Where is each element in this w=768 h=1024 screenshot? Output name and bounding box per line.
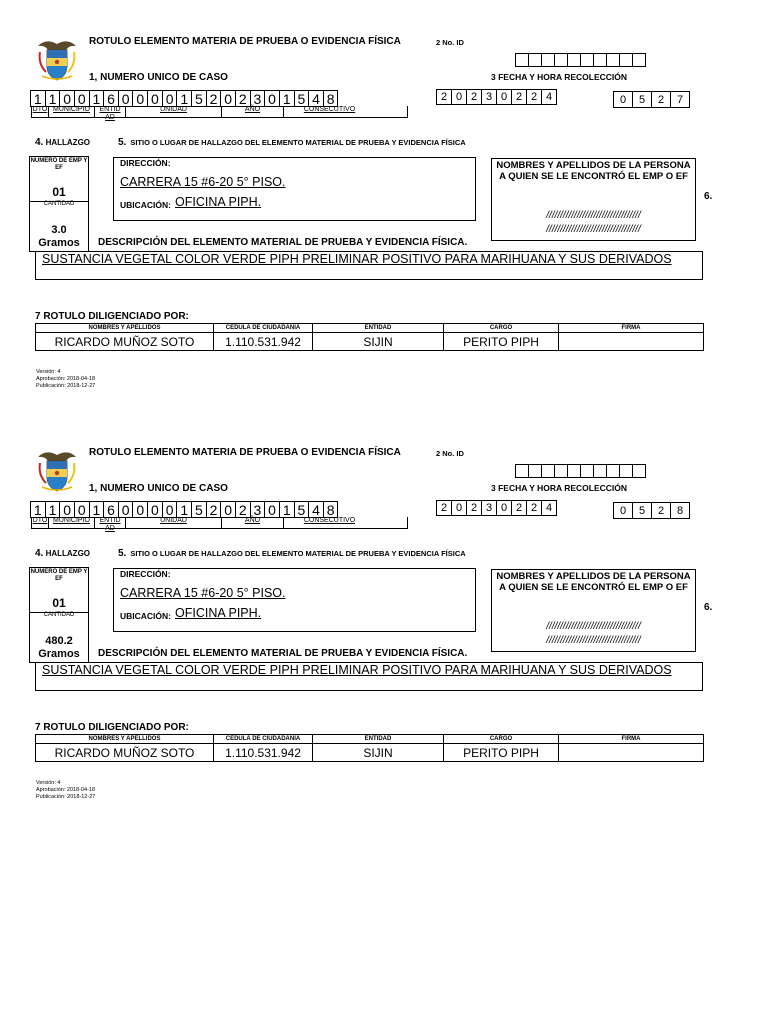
direccion-box — [113, 568, 476, 632]
time-digit: 8 — [670, 502, 690, 519]
cantidad-value: 3.0 Gramos — [38, 224, 80, 249]
case-digit: 1 — [45, 501, 61, 518]
case-digit: 1 — [176, 501, 192, 518]
table-row — [36, 744, 704, 762]
rotulo-cell: 1.110.531.942 — [214, 333, 313, 351]
version-info: Versión: 4 Aprobación: 2018-04-18 Publicación: 2018-12-27 — [36, 780, 96, 800]
rotulo-cell — [559, 744, 704, 762]
direccion-value: CARRERA 15 #6-20 5° PISO. — [120, 586, 286, 600]
case-digit: 8 — [323, 501, 339, 518]
person-found-header: NOMBRES Y APELLIDOS DE LA PERSONA A QUIEN SE LE ENCONTRÓ EL EMP O EF — [496, 571, 691, 593]
direccion-label: DIRECCIÓN: — [120, 569, 171, 579]
case-number-digits — [31, 501, 338, 518]
no-id-box — [632, 464, 646, 478]
no-id-box — [515, 53, 529, 67]
description-value: SUSTANCIA VEGETAL COLOR VERDE PIPH PRELIMINAR POSITIVO PARA MARIHUANA Y SUS DERIVADOS — [42, 252, 672, 266]
rotulo-table-header — [36, 735, 704, 744]
case-digit: 1 — [45, 90, 61, 107]
date-digit: 3 — [481, 500, 497, 516]
ubicacion-value: OFICINA PIPH. — [175, 606, 262, 620]
case-digit: 0 — [147, 501, 163, 518]
rotulo-header-cell: CEDULA DE CIUDADANIA — [214, 735, 313, 744]
rotulo-cell: PERITO PIPH — [444, 333, 559, 351]
case-digit: 0 — [220, 90, 236, 107]
no-id-box — [541, 53, 555, 67]
case-subhead: UNIDAD — [126, 517, 222, 528]
rotulo-header-cell: CEDULA DE CIUDADANIA — [214, 324, 313, 333]
case-digit: 1 — [176, 90, 192, 107]
rotulo-table-header — [36, 324, 704, 333]
fecha-hora-label: 3 FECHA Y HORA RECOLECCIÓN — [491, 483, 628, 493]
form-title: ROTULO ELEMENTO MATERIA DE PRUEBA O EVIDENCIA FÍSICA — [89, 447, 401, 458]
case-digit: 3 — [250, 90, 266, 107]
case-digit: 6 — [103, 501, 119, 518]
case-digit: 5 — [191, 90, 207, 107]
person-found-box — [491, 569, 696, 652]
case-digit: 0 — [147, 90, 163, 107]
emp-number-box — [29, 567, 89, 663]
emp-number-value: 01 — [52, 596, 66, 610]
rotulo-cell: RICARDO MUÑOZ SOTO — [36, 333, 214, 351]
case-number-digits — [31, 90, 338, 107]
emp-number-value: 01 — [52, 185, 66, 199]
rotulo-cell: 1.110.531.942 — [214, 744, 313, 762]
date-digit: 2 — [526, 500, 542, 516]
description-label: DESCRIPCIÓN DEL ELEMENTO MATERIAL DE PRUEBA Y EVIDENCIA FÍSICA. — [98, 648, 468, 659]
date-digit: 2 — [511, 500, 527, 516]
time-digit: 0 — [613, 502, 633, 519]
case-digit: 0 — [264, 90, 280, 107]
case-digit: 0 — [132, 501, 148, 518]
emp-number-box — [29, 156, 89, 252]
case-subhead: CONSECUTIVO — [303, 517, 356, 524]
case-subhead: AÑO — [222, 517, 284, 528]
no-id-boxes — [516, 53, 646, 67]
case-number-label: 1, NUMERO UNICO DE CASO — [89, 72, 228, 83]
case-digit: 3 — [250, 501, 266, 518]
cantidad-value: 480.2 Gramos — [38, 635, 80, 660]
colombia-coat-of-arms-icon — [36, 447, 78, 493]
case-digit: 4 — [308, 90, 324, 107]
case-digit: 8 — [323, 90, 339, 107]
description-box — [35, 251, 703, 280]
person-found-value: ////////////////////////////////// ////////////////////////////////// — [546, 210, 641, 235]
rotulo-table — [35, 734, 704, 762]
no-id-box — [528, 464, 542, 478]
no-id-boxes — [516, 464, 646, 478]
rotulo-header-cell: NOMBRES Y APELLIDOS — [36, 324, 214, 333]
time-digit: 7 — [670, 91, 690, 108]
rotulo-table — [35, 323, 704, 351]
rotulo-cell — [559, 333, 704, 351]
date-digit: 2 — [466, 500, 482, 516]
time-digit: 2 — [651, 502, 671, 519]
case-number-subheads — [31, 517, 408, 532]
time-digit: 5 — [632, 91, 652, 108]
colombia-coat-of-arms-icon — [36, 36, 78, 82]
no-id-box — [567, 464, 581, 478]
date-digit: 0 — [496, 89, 512, 105]
no-id-box — [554, 53, 568, 67]
case-digit: 5 — [191, 501, 207, 518]
description-value: SUSTANCIA VEGETAL COLOR VERDE PIPH PRELIMINAR POSITIVO PARA MARIHUANA Y SUS DERIVADOS — [42, 663, 672, 677]
time-digit: 5 — [632, 502, 652, 519]
case-digit: 0 — [118, 90, 134, 107]
rotulo-header-cell: ENTIDAD — [313, 324, 444, 333]
form-title: ROTULO ELEMENTO MATERIA DE PRUEBA O EVIDENCIA FÍSICA — [89, 36, 401, 47]
table-row — [36, 333, 704, 351]
case-digit: 0 — [264, 501, 280, 518]
case-digit: 1 — [279, 90, 295, 107]
cantidad-label: CANTIDAD — [43, 201, 75, 207]
rotulo-form — [0, 0, 768, 400]
case-digit: 1 — [89, 501, 105, 518]
time-digit: 0 — [613, 91, 633, 108]
ubicacion-label: UBICACIÓN: — [120, 200, 171, 210]
case-subhead: CONSECUTIVO — [303, 106, 356, 113]
case-digit: 2 — [206, 501, 222, 518]
case-number-subheads — [31, 106, 408, 121]
rotulo-header-cell: ENTIDAD — [313, 735, 444, 744]
version-info: Versión: 4 Aprobación: 2018-04-18 Publicación: 2018-12-27 — [36, 369, 96, 389]
person-found-value: ////////////////////////////////// ////////////////////////////////// — [546, 621, 641, 646]
case-subhead: AÑO — [222, 106, 284, 117]
case-digit: 1 — [89, 90, 105, 107]
time-digits — [614, 91, 690, 108]
date-digit: 0 — [496, 500, 512, 516]
case-digit: 4 — [308, 501, 324, 518]
person-found-box — [491, 158, 696, 241]
date-digit: 2 — [466, 89, 482, 105]
date-digit: 0 — [451, 89, 467, 105]
hallazgo-heading: 4. HALLAZGO — [35, 548, 91, 559]
date-digits — [437, 89, 557, 105]
case-digit: 0 — [59, 90, 75, 107]
case-subhead: UNIDAD — [126, 106, 222, 117]
emp-number-header: NUMERO DE EMP Y EF — [30, 569, 88, 582]
date-digit: 2 — [436, 500, 452, 516]
case-digit: 0 — [74, 90, 90, 107]
case-digit: 0 — [162, 90, 178, 107]
time-digit: 2 — [651, 91, 671, 108]
no-id-box — [606, 464, 620, 478]
date-digit: 3 — [481, 89, 497, 105]
fecha-hora-label: 3 FECHA Y HORA RECOLECCIÓN — [491, 72, 628, 82]
date-digit: 2 — [511, 89, 527, 105]
case-subhead: ENTID AD — [95, 517, 126, 528]
direccion-label: DIRECCIÓN: — [120, 158, 171, 168]
no-id-box — [619, 53, 633, 67]
no-id-label: 2 No. ID — [436, 449, 464, 458]
ubicacion-label: UBICACIÓN: — [120, 611, 171, 621]
no-id-box — [619, 464, 633, 478]
case-digit: 1 — [30, 90, 46, 107]
no-id-box — [593, 464, 607, 478]
date-digit: 2 — [436, 89, 452, 105]
case-digit: 2 — [235, 501, 251, 518]
no-id-box — [632, 53, 646, 67]
case-digit: 0 — [132, 90, 148, 107]
case-digit: 1 — [30, 501, 46, 518]
time-digits — [614, 502, 690, 519]
section-six-label: 6. — [704, 191, 713, 202]
case-digit: 0 — [118, 501, 134, 518]
cantidad-label: CANTIDAD — [43, 612, 75, 618]
sitio-heading: 5. SITIO O LUGAR DE HALLAZGO DEL ELEMENTO MATERIAL DE PRUEBA Y EVIDENCIA FÍSICA — [118, 548, 466, 559]
no-id-box — [580, 53, 594, 67]
date-digit: 4 — [541, 500, 557, 516]
no-id-box — [541, 464, 555, 478]
no-id-box — [580, 464, 594, 478]
date-digit: 4 — [541, 89, 557, 105]
direccion-box — [113, 157, 476, 221]
case-digit: 1 — [279, 501, 295, 518]
case-digit: 0 — [162, 501, 178, 518]
case-digit: 5 — [294, 501, 310, 518]
case-subhead: DTO — [32, 106, 49, 117]
no-id-label: 2 No. ID — [436, 38, 464, 47]
rotulo-header-cell: NOMBRES Y APELLIDOS — [36, 735, 214, 744]
rotulo-header-cell: FIRMA — [559, 735, 704, 744]
description-label: DESCRIPCIÓN DEL ELEMENTO MATERIAL DE PRUEBA Y EVIDENCIA FÍSICA. — [98, 237, 468, 248]
no-id-box — [515, 464, 529, 478]
sitio-heading: 5. SITIO O LUGAR DE HALLAZGO DEL ELEMENTO MATERIAL DE PRUEBA Y EVIDENCIA FÍSICA — [118, 137, 466, 148]
date-digits — [437, 500, 557, 516]
case-digit: 0 — [74, 501, 90, 518]
date-digit: 0 — [451, 500, 467, 516]
rotulo-form — [0, 411, 768, 811]
case-digit: 5 — [294, 90, 310, 107]
rotulo-label: 7 ROTULO DILIGENCIADO POR: — [35, 311, 189, 322]
case-digit: 0 — [220, 501, 236, 518]
emp-number-header: NUMERO DE EMP Y EF — [30, 158, 88, 171]
ubicacion-value: OFICINA PIPH. — [175, 195, 262, 209]
section-six-label: 6. — [704, 602, 713, 613]
hallazgo-heading: 4. HALLAZGO — [35, 137, 91, 148]
date-digit: 2 — [526, 89, 542, 105]
direccion-value: CARRERA 15 #6-20 5° PISO. — [120, 175, 286, 189]
rotulo-header-cell: CARGO — [444, 735, 559, 744]
case-digit: 6 — [103, 90, 119, 107]
case-digit: 2 — [206, 90, 222, 107]
rotulo-cell: SIJIN — [313, 744, 444, 762]
rotulo-cell: SIJIN — [313, 333, 444, 351]
rotulo-cell: RICARDO MUÑOZ SOTO — [36, 744, 214, 762]
no-id-box — [528, 53, 542, 67]
case-subhead: MUNICIPIO — [49, 106, 95, 117]
case-subhead: ENTID AD — [95, 106, 126, 117]
case-subhead: MUNICIPIO — [49, 517, 95, 528]
no-id-box — [606, 53, 620, 67]
description-box — [35, 662, 703, 691]
person-found-header: NOMBRES Y APELLIDOS DE LA PERSONA A QUIEN SE LE ENCONTRÓ EL EMP O EF — [496, 160, 691, 182]
rotulo-header-cell: FIRMA — [559, 324, 704, 333]
case-digit: 2 — [235, 90, 251, 107]
rotulo-header-cell: CARGO — [444, 324, 559, 333]
no-id-box — [593, 53, 607, 67]
rotulo-cell: PERITO PIPH — [444, 744, 559, 762]
case-number-label: 1, NUMERO UNICO DE CASO — [89, 483, 228, 494]
case-digit: 0 — [59, 501, 75, 518]
rotulo-label: 7 ROTULO DILIGENCIADO POR: — [35, 722, 189, 733]
case-subhead: DTO — [32, 517, 49, 528]
no-id-box — [554, 464, 568, 478]
no-id-box — [567, 53, 581, 67]
